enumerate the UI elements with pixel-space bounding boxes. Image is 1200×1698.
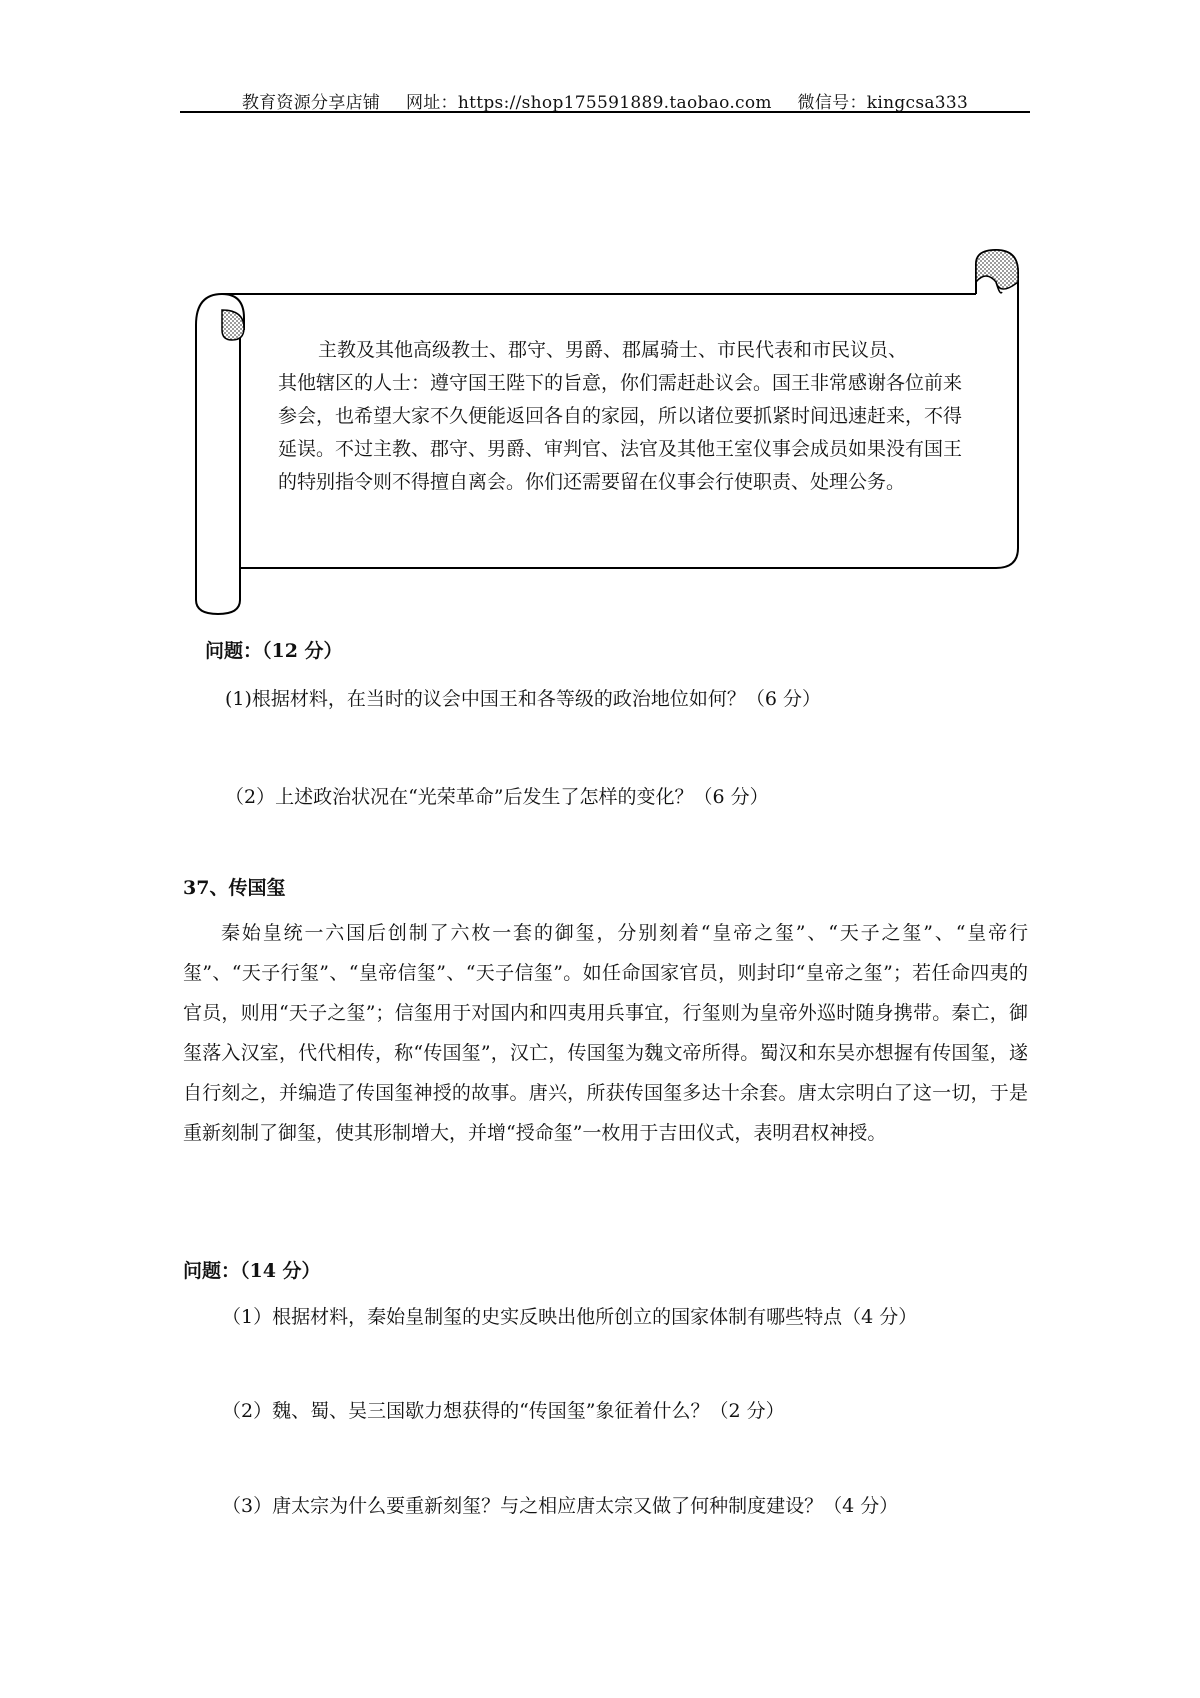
section-37-title: 37、传国玺 — [183, 877, 286, 899]
question-37-1: （1）根据材料，秦始皇制玺的史实反映出他所创立的国家体制有哪些特点（4 分） — [222, 1306, 918, 1328]
shop-website: 网址：https://shop175591889.taobao.com — [405, 93, 772, 113]
shop-wechat: 微信号：kingcsa333 — [797, 93, 969, 113]
question-37-label: 问题：（14 分） — [183, 1260, 321, 1282]
question-36-2: （2）上述政治状况在“光荣革命”后发生了怎样的变化？（6 分） — [225, 786, 769, 808]
section-37-passage — [183, 913, 1028, 1153]
question-36-1: (1)根据材料，在当时的议会中国王和各等级的政治地位如何？（6 分） — [225, 688, 822, 710]
passage-text: 秦始皇统一六国后创制了六枚一套的御玺，分别刻着“皇帝之玺”、“天子之玺”、“皇帝行玺”、“天子行玺”、“皇帝信玺”、“天子信玺”。如任命国家官员，则封印“皇帝之玺”；若任命四夷的官员，则用“天子之玺”；信玺用于对国内和四夷用兵事宜，行玺则为皇帝外巡时随身携带。秦亡，御玺落入汉室，代代相传，称“传国玺”，汉亡，传国玺为魏文帝所得。蜀汉和东吴亦想握有传国玺，遂自行刻之，并编造了传国玺神授的故事。唐兴，所获传国玺多达十余套。唐太宗明白了这一切，于是重新刻制了御玺，使其形制增大，并增“授命玺”一枚用于吉田仪式，表明君权神授。 — [183, 922, 1028, 1144]
question-36-label: 问题：（12 分） — [205, 640, 343, 662]
scroll-quote — [255, 334, 970, 499]
shop-name: 教育资源分享店铺 — [241, 93, 381, 113]
question-37-2: （2）魏、蜀、吴三国歇力想获得的“传国玺”象征着什么？（2 分） — [222, 1400, 785, 1422]
scroll-body: 其他辖区的人士：遵守国王陛下的旨意，你们需赶赴议会。国王非常感谢各位前来参会，也希望大家不久便能返回各自的家园，所以诸位要抓紧时间迅速赶来，不得延误。不过主教、郡守、男爵、审判官、法官及其他王室仪事会成员如果没有国王的特别指令则不得擅自离会。你们还需要留在仪事会行使职责、处理公务。 — [278, 372, 963, 493]
scroll-line-1: 主教及其他高级教士、郡守、男爵、郡属骑士、市民代表和市民议员、 — [318, 339, 908, 361]
question-37-3: （3）唐太宗为什么要重新刻玺？与之相应唐太宗又做了何种制度建设？（4 分） — [222, 1495, 899, 1517]
